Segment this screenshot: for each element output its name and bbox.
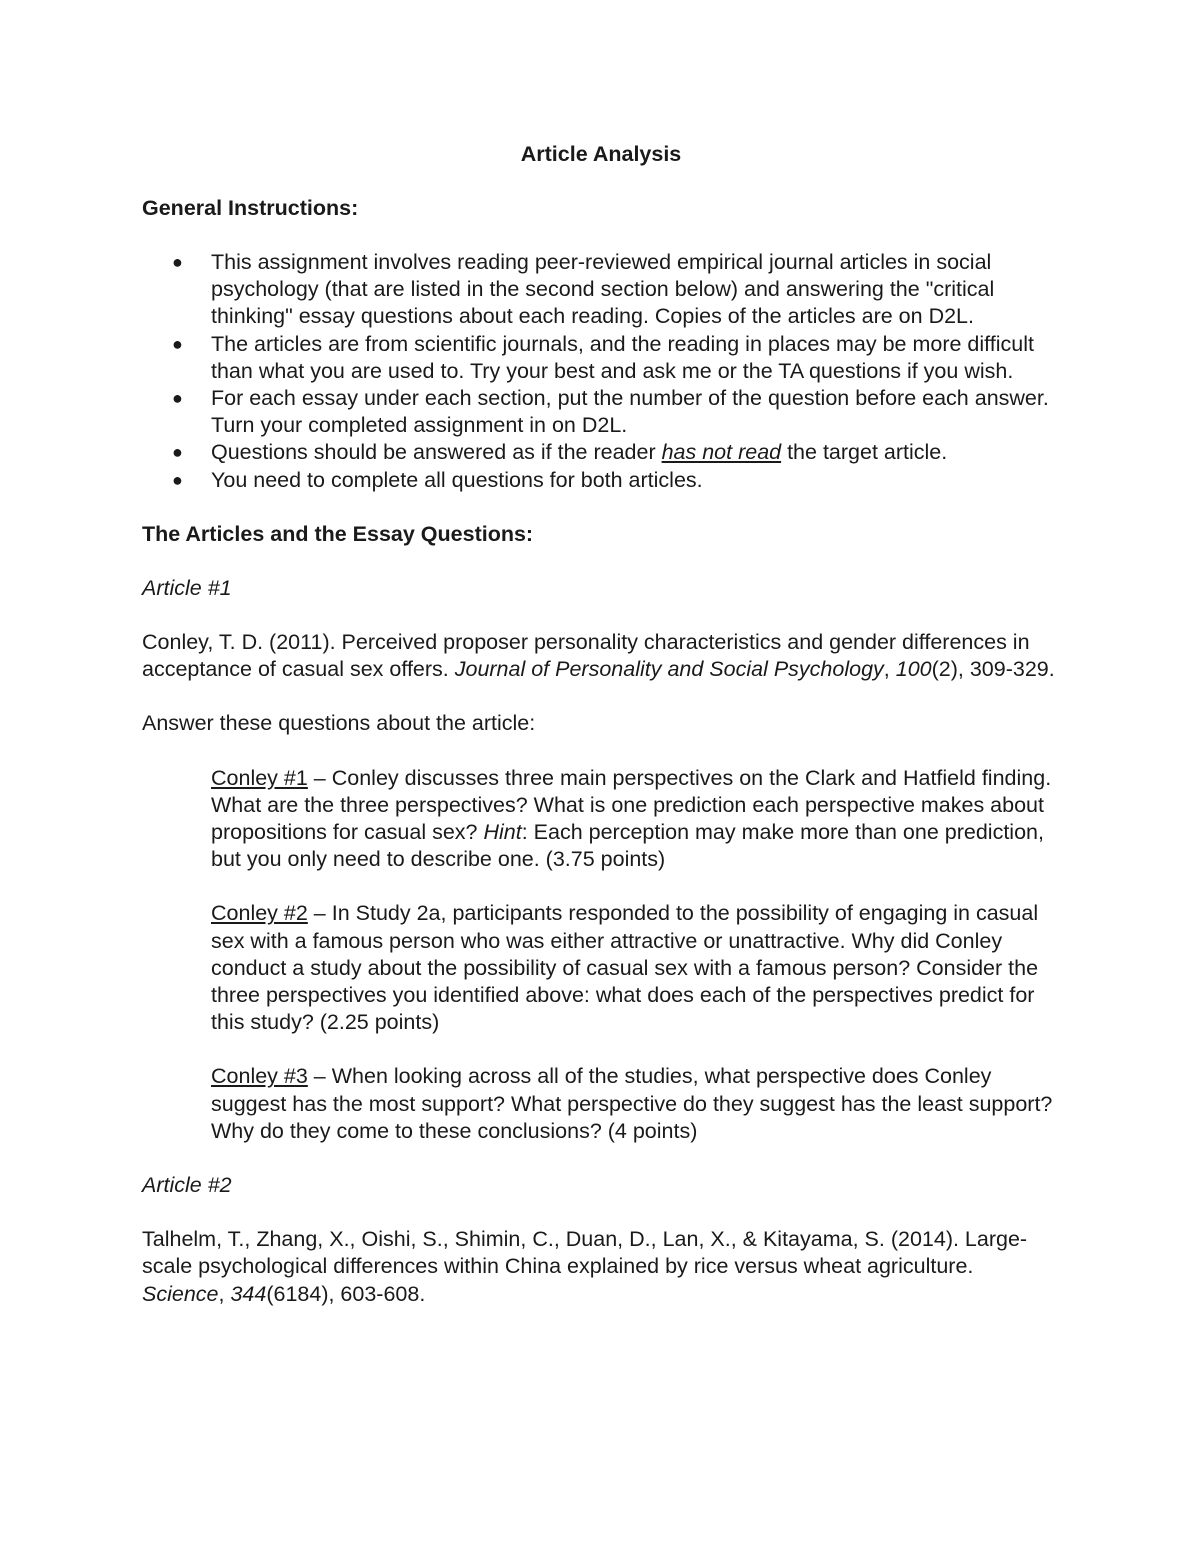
- emphasis-text: has not read: [661, 440, 782, 465]
- article-2-citation: [142, 1226, 1060, 1308]
- citation-text: Talhelm, T., Zhang, X., Oishi, S., Shimin, C., Duan, D., Lan, X., & Kitayama, S. (2014). Large-scale psychological differences within China explained by rice versus wheat agriculture.: [142, 1227, 1028, 1279]
- article-2-label: Article #2: [142, 1173, 232, 1198]
- bullet-icon: ●: [172, 333, 183, 354]
- general-instructions-heading: General Instructions:: [142, 196, 359, 220]
- citation-text: (6184), 603-608.: [266, 1281, 426, 1306]
- instruction-text: This assignment involves reading peer-reviewed empirical journal articles in social psychology (that are listed in the second section below) and answering the "critical thinking" essay questions about each reading. Copies of the articles are on D2L.: [211, 250, 995, 329]
- question-label: Conley #3: [211, 1064, 308, 1089]
- question-text: – Conley discusses three main perspectives on the Clark and Hatfield finding. What are the three perspectives? What is one prediction each perspective makes about propositions for casual sex?: [211, 765, 1052, 845]
- citation-text: ,: [218, 1281, 231, 1306]
- list-item: [142, 249, 1060, 331]
- journal-volume: 100: [895, 657, 932, 682]
- question-text: : Each perception may make more than one prediction, but you only need to describe one. (3.75 points): [211, 820, 1044, 872]
- bullet-icon: ●: [172, 252, 183, 272]
- article-1-label: Article #1: [142, 575, 232, 600]
- list-item: [142, 467, 1060, 494]
- question-text: – In Study 2a, participants responded to the possibility of engaging in casual sex with a famous person who was either attractive or unattractive. Why did Conley conduct a study about the possibility of casual sex with a famous person? Consider the three perspectives you identified above: what does each of the perspectives predict for this study? (2.25 points): [211, 901, 1039, 1035]
- instruction-text: the target article.: [781, 440, 948, 465]
- instruction-text: You need to complete all questions for both articles.: [211, 467, 703, 492]
- journal-volume: 344: [230, 1281, 267, 1306]
- page-title: Article Analysis: [520, 142, 682, 166]
- instruction-text: Questions should be answered as if the reader: [211, 440, 662, 465]
- bullet-icon: ●: [172, 388, 183, 409]
- journal-name: Journal of Personality and Social Psychology: [454, 657, 884, 682]
- citation-text: Conley, T. D. (2011). Perceived proposer personality characteristics and gender differences in acceptance of casual sex offers.: [142, 630, 1030, 682]
- question-label: Conley #1: [211, 765, 308, 790]
- list-item: [142, 331, 1060, 385]
- bullet-icon: ●: [172, 442, 183, 463]
- instructions-list: [142, 249, 1060, 494]
- question-conley-1: [211, 765, 1060, 874]
- journal-name: Science: [142, 1281, 219, 1306]
- question-conley-2: [211, 900, 1060, 1036]
- questions-prompt: Answer these questions about the article:: [142, 711, 536, 736]
- list-item: [142, 439, 1060, 466]
- bullet-icon: ●: [172, 469, 183, 490]
- instruction-text: The articles are from scientific journals, and the reading in places may be more difficult than what you are used to. Try your best and ask me or the TA questions if you wish.: [211, 331, 1034, 383]
- question-label: Conley #2: [211, 901, 308, 926]
- articles-heading: The Articles and the Essay Questions:: [142, 521, 534, 546]
- hint-label: Hint: [483, 820, 522, 845]
- question-text: – When looking across all of the studies, what perspective does Conley suggest has the most support? What perspective do they suggest has the least support? Why do they come to these conclusions? (4 points): [211, 1064, 1053, 1143]
- question-conley-3: [211, 1063, 1060, 1145]
- citation-text: ,: [883, 657, 896, 682]
- citation-text: (2), 309-329.: [931, 657, 1055, 682]
- list-item: [142, 385, 1060, 439]
- instruction-text: For each essay under each section, put the number of the question before each answer. Turn your completed assignment in on D2L.: [211, 386, 1049, 438]
- article-1-citation: [142, 629, 1060, 683]
